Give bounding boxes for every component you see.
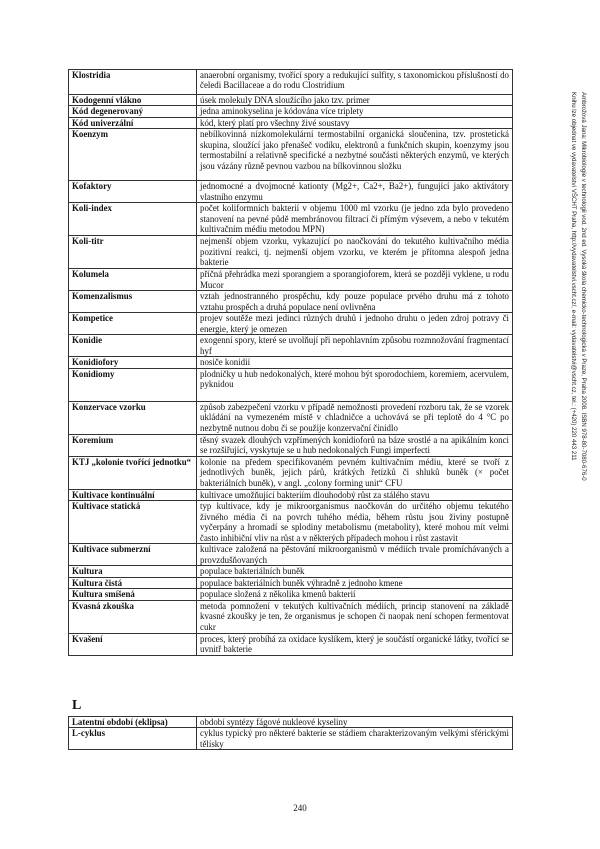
term: Kodogenní vlákno [69, 95, 197, 106]
term: Kultivace submerzní [69, 544, 197, 566]
term: L-cyklus [69, 728, 197, 750]
term: Kvašení [69, 633, 197, 655]
definition: počet koliformních bakterií v objemu 1000 ml vzorku (je jedno zda bylo provedeno stanovení na pevné půdě membránovou filtrací či přímým výsevem, a nebo v tekutém kultivačním médiu metodou MPN) [197, 203, 513, 236]
table-row [69, 577, 513, 588]
table-row [69, 501, 513, 544]
definition: projev soutěže mezi jedinci různých druhů i jednoho druhu o jeden zdroj potravy či energie, který je omezen [197, 313, 513, 335]
definition: jedna aminokyselina je kódována více triplety [197, 106, 513, 117]
term: Koenzym [69, 129, 197, 181]
table-row [69, 600, 513, 633]
table-row [69, 544, 513, 566]
table-row [69, 106, 513, 117]
term: Kultura čistá [69, 577, 197, 588]
table-row [69, 456, 513, 489]
page-number: 240 [293, 803, 307, 813]
table-row [69, 313, 513, 335]
table-row [69, 357, 513, 368]
term: Konidiomy [69, 368, 197, 401]
table-row [69, 117, 513, 128]
definition: úsek molekuly DNA sloužícího jako tzv. primer [197, 95, 513, 106]
definition: těsný svazek dlouhých vzpřímených konidioforů na báze srostlé a na apikálním konci se rozšiřující, vyskytuje se u hub nedokonalých Fungi imperfecti [197, 434, 513, 456]
table-row [69, 181, 513, 203]
term: Klostridia [69, 70, 197, 95]
definition: proces, který probíhá za oxidace kyslíkem, který je součástí organické látky, tvořící se uvnitř bakterie [197, 633, 513, 655]
term: Latentní období (eklipsa) [69, 717, 197, 728]
term: Kolumela [69, 269, 197, 291]
table-row [69, 633, 513, 655]
section-letter-heading: L [72, 698, 82, 713]
definition: vztah jednostranného prospěchu, kdy pouze populace prvého druhu má z tohoto vztahu prospěch a druhá populace není ovlivněna [197, 291, 513, 313]
definition: jednomocné a dvojmocné kationty (Mg2+, Ca2+, Ba2+), fungující jako aktivátory vlastního enzymu [197, 181, 513, 203]
term: Konidiofory [69, 357, 197, 368]
term: Kompetice [69, 313, 197, 335]
definition: cyklus typický pro některé bakterie se stádiem charakterizovaným velkými sférickými tělísky [197, 728, 513, 750]
table-row [69, 566, 513, 577]
definition: populace bakteriálních buněk [197, 566, 513, 577]
glossary-table-l [68, 716, 513, 750]
term: Kultivace statická [69, 501, 197, 544]
definition: příčná přehrádka mezi sporangiem a sporangioforem, která se později vyklene, u rodu Mucor [197, 269, 513, 291]
term: Koli-index [69, 203, 197, 236]
table-row [69, 368, 513, 401]
term: KTJ „kolonie tvořící jednotku“ [69, 456, 197, 489]
definition: populace bakteriálních buněk výhradně z jednoho kmene [197, 577, 513, 588]
copyright-side-note [562, 92, 587, 481]
table-row [69, 434, 513, 456]
term: Kód degenerovaný [69, 106, 197, 117]
definition: anaerobní organismy, tvořící spory a redukující sulfity, s taxonomickou příslušností do čeledi Bacillaceae a do rodu Clostridium [197, 70, 513, 95]
table-row [69, 728, 513, 750]
definition: typ kultivace, kdy je mikroorganismus naočkován do určitého objemu tekutého živného média či na povrch tuhého média, během růstu jsou živiny postupně vyčerpány a hromadí se splodiny metabolismu (metabolity), které mohou mít velmi často inhibiční vliv na růst a v některých případech mohou i růst zastavit [197, 501, 513, 544]
table-row [69, 335, 513, 357]
table-row [69, 717, 513, 728]
term: Koremium [69, 434, 197, 456]
definition: kultivace založená na pěstování mikroorganismů v médiích trvale promíchávaných a provzdušňovaných [197, 544, 513, 566]
table-row [69, 70, 513, 95]
table-row [69, 401, 513, 434]
definition: kolonie na předem specifikovaném pevném kultivačním médiu, které se tvoří z jednotlivých buněk, jejich párů, krátkých řetízků či shluků buněk (× počet bakteriálních buněk), v angl. „colony forming unit“ CFU [197, 456, 513, 489]
side-note-line-2: Knihu lze objednat ve vydavatelství VŠCHT Praha, http://vydavatelstvi.vscht.cz/, e-mail: vydavatelstvi@vscht.cz, tel.: (+420) 220 443 211 [570, 92, 577, 461]
term: Kofaktory [69, 181, 197, 203]
table-row [69, 236, 513, 269]
definition: kultivace umožňující bakteriím dlouhodobý růst za stálého stavu [197, 489, 513, 500]
definition: způsob zabezpečení vzorku v případě nemožnosti provedení rozboru tak, že se vzorek ukládání na vymezeném místě v chladničce a uchovává se při teplotě do 4 °C po nezbytně nutnou dobu či se použije konzervační činidlo [197, 401, 513, 434]
glossary-table-k [68, 69, 513, 656]
term: Konidie [69, 335, 197, 357]
definition: populace složená z několika kmenů bakterií [197, 589, 513, 600]
table-row [69, 291, 513, 313]
term: Kultivace kontinuální [69, 489, 197, 500]
definition: exogenní spory, které se uvolňují při nepohlavním způsobu rozmnožování fragmentací hyf [197, 335, 513, 357]
term: Kultura smíšená [69, 589, 197, 600]
definition: nebílkovinná nízkomolekulární termostabilní organická sloučenina, tzv. prostetická skupina, sloužící jako přenašeč vodíku, elektronů a funkčních skupin, koenzymy jsou termostabilní a relativně specifické a nezbytné součásti některých enzymů, ve kterých jsou vázány různě pevnou vazbou na bílkovinnou složku [197, 129, 513, 181]
term: Kultura [69, 566, 197, 577]
table-row [69, 269, 513, 291]
term: Kvasná zkouška [69, 600, 197, 633]
term: Kód univerzální [69, 117, 197, 128]
term: Komenzalismus [69, 291, 197, 313]
table-row [69, 95, 513, 106]
table-row [69, 589, 513, 600]
term: Koli-titr [69, 236, 197, 269]
definition: metoda pomnožení v tekutých kultivačních médiích, princip stanovení na základě kvasné zkoušky je ten, že organismus je schopen či naopak není schopen fermentovat cukr [197, 600, 513, 633]
definition: plodničky u hub nedokonalých, které mohou být sporodochiem, koremiem, acervulem, pyknidou [197, 368, 513, 401]
term: Konzervace vzorku [69, 401, 197, 434]
table-row [69, 129, 513, 181]
definition: kód, který platí pro všechny živé soustavy [197, 117, 513, 128]
definition: nosiče konidií [197, 357, 513, 368]
definition: období syntézy fágové nukleové kyseliny [197, 717, 513, 728]
definition: nejmenší objem vzorku, vykazující po naočkování do tekutého kultivačního média pozitivní reakci, tj. nejmenší objem vzorku, ve kterém je přítomna alespoň jedna bakterie [197, 236, 513, 269]
table-row [69, 203, 513, 236]
table-row [69, 489, 513, 500]
side-note-line-1: Ambrožová Jana: Mikrobiologie v technologii vod. 2nd ed. Vysoká škola chemicko-technologická v Praze, Praha 2008. ISBN 978-80-7080-676-0 [580, 92, 587, 481]
